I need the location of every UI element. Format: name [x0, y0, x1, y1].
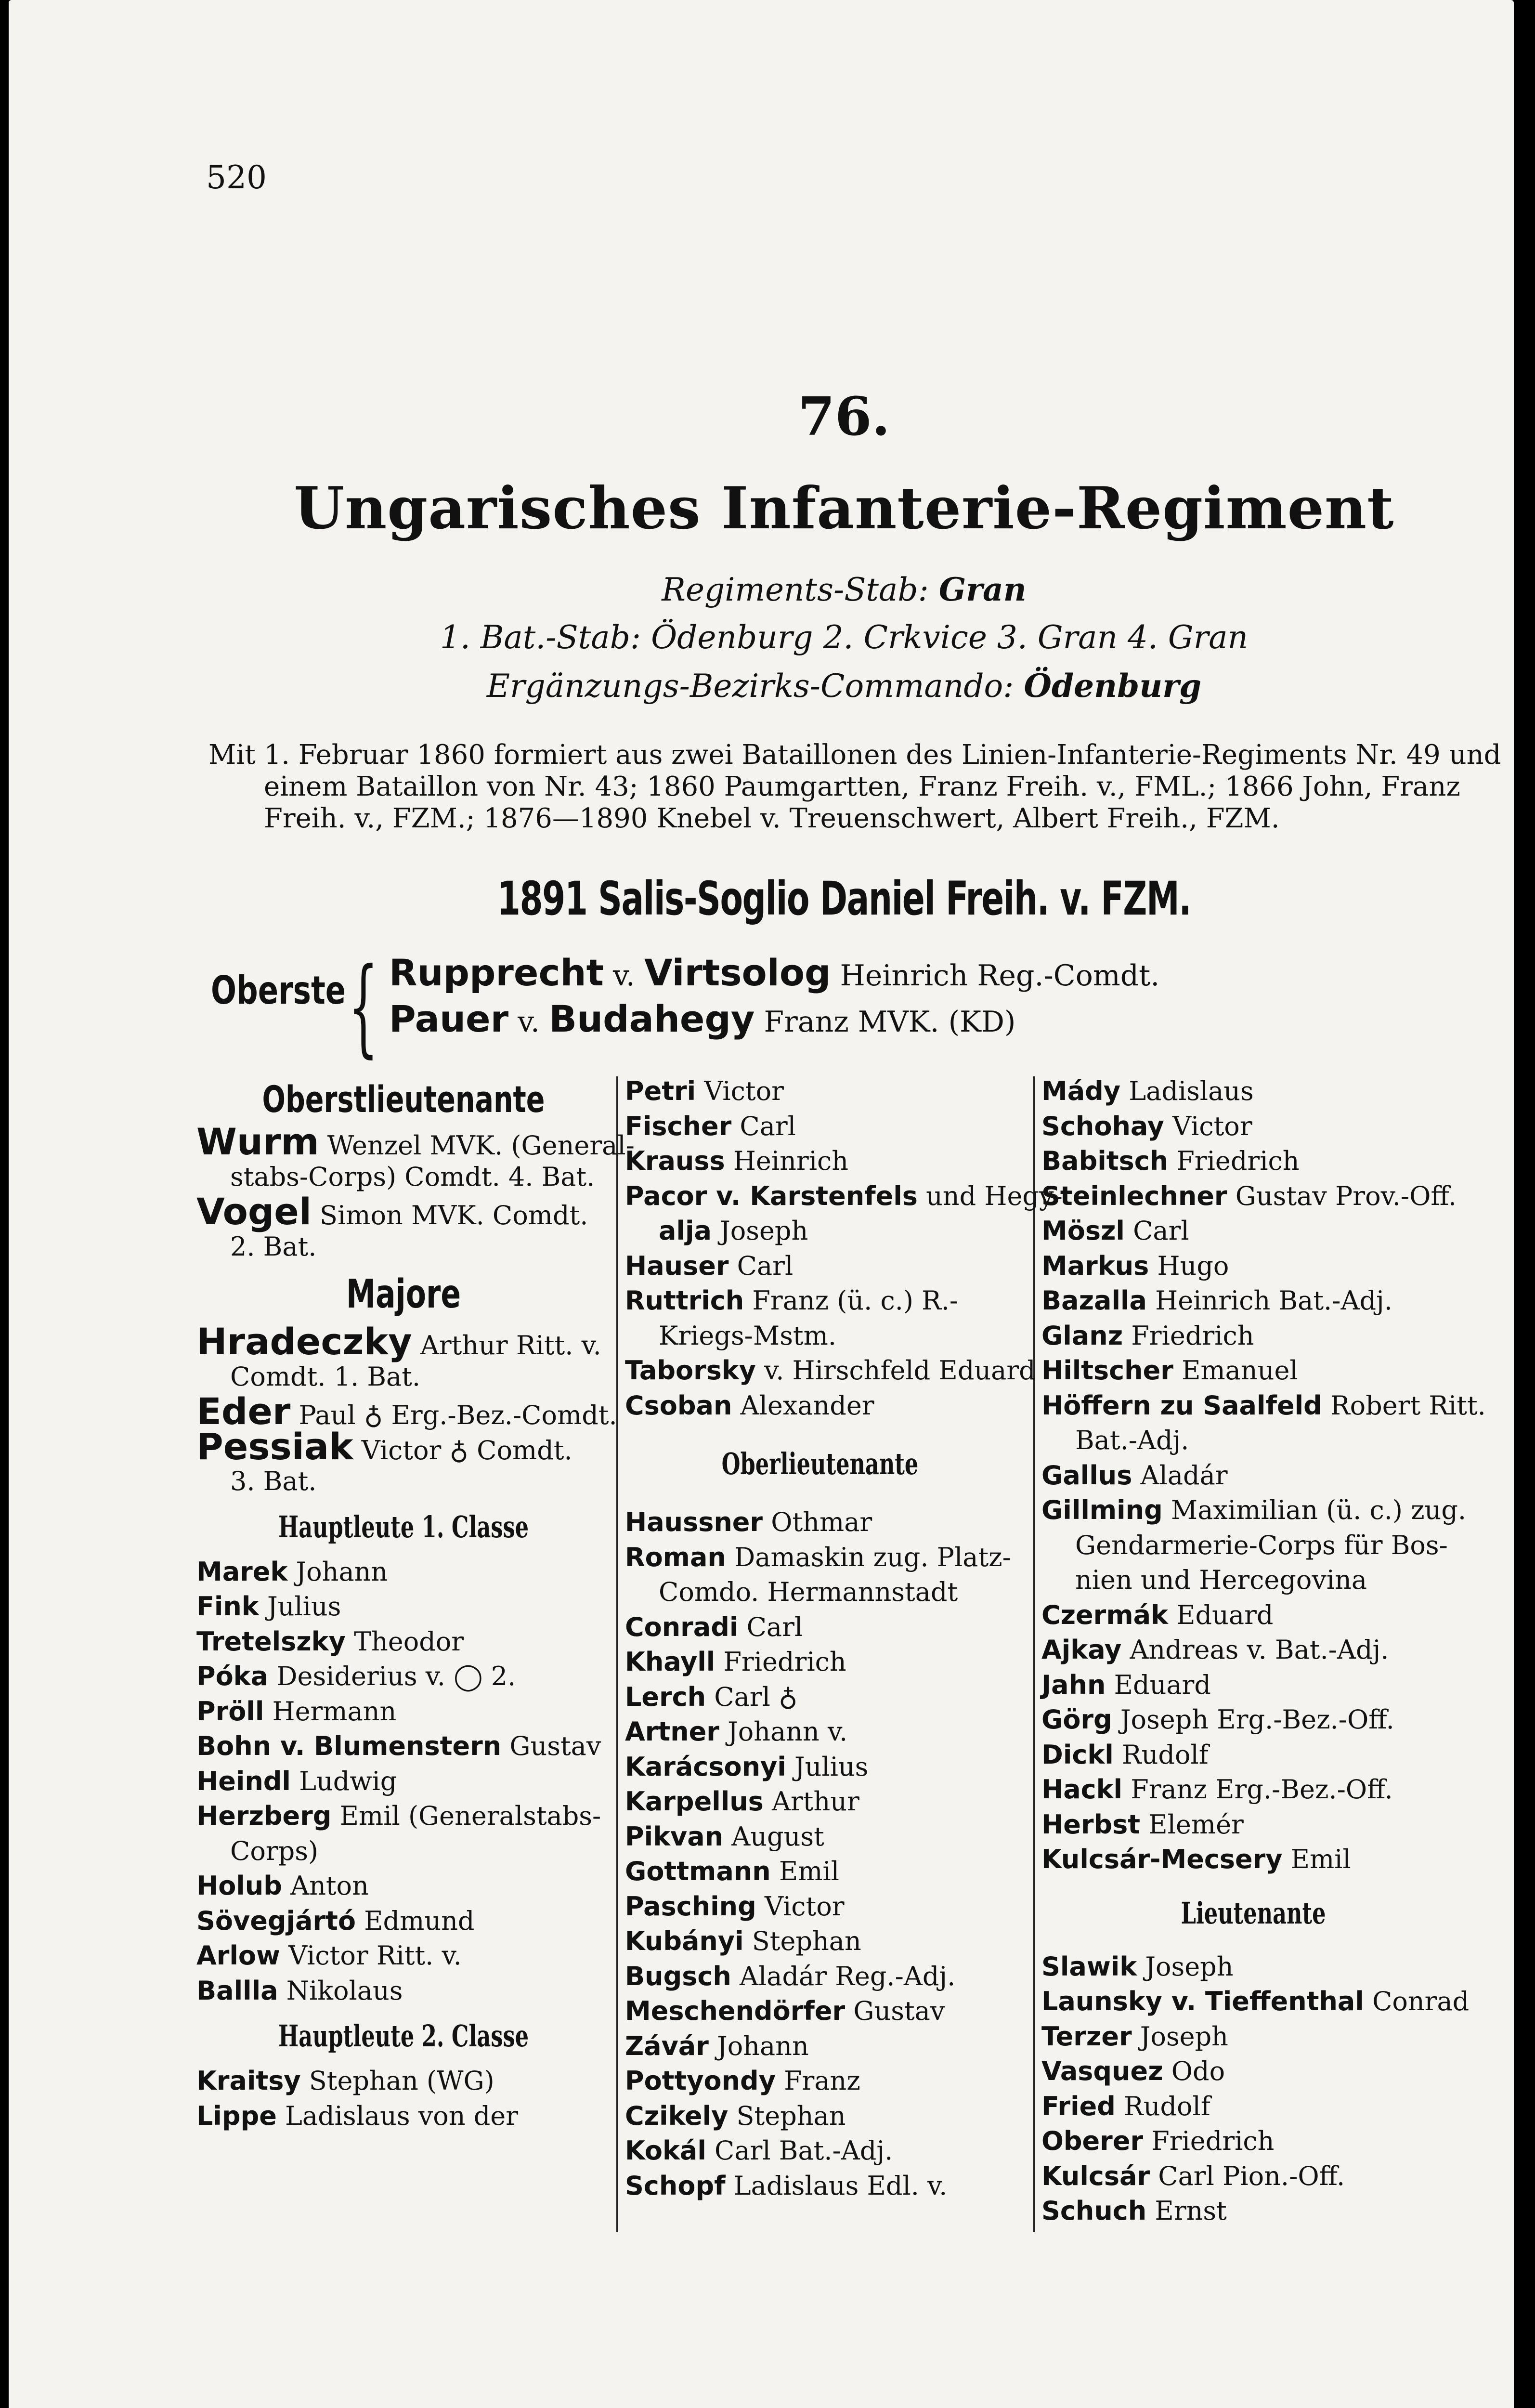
list-entry	[625, 1353, 1036, 1388]
officer-surname: Meschendörfer	[625, 1996, 846, 2026]
officer-details: Carl	[1133, 1216, 1189, 1246]
officer-surname: Czikely	[625, 2100, 728, 2131]
officer-surname: Möszl	[1041, 1216, 1125, 1246]
officer-details: Ludwig	[299, 1766, 397, 1796]
officer-surname: Haussner	[625, 1507, 763, 1537]
list-entry	[196, 1425, 611, 1468]
brace-mark: {	[348, 945, 378, 1068]
officer-details: Arthur	[771, 1786, 859, 1817]
officer-surname: Petri	[625, 1076, 696, 1106]
officer-surname: Holub	[196, 1871, 282, 1901]
officer-details: Johann	[296, 1556, 388, 1587]
officer-details: Friedrich	[723, 1647, 846, 1677]
officer-surname: Hauser	[625, 1250, 729, 1281]
list-entry	[1041, 1109, 1465, 1144]
officer-details: Carl Pion.-Off.	[1158, 2160, 1345, 2191]
list-entry	[1041, 1598, 1465, 1633]
list-entry	[1041, 1493, 1465, 1528]
officer-surname: Ajkay	[1041, 1635, 1122, 1665]
officer-details: Conrad	[1372, 1986, 1470, 2016]
officer-details: Bat.-Adj.	[1075, 1425, 1189, 1455]
officer-details: Heinrich Bat.-Adj.	[1155, 1285, 1392, 1316]
officer-details: Emil	[1290, 1844, 1351, 1874]
officer-surname: Gottmann	[625, 1856, 771, 1886]
officer-details: Eduard	[1176, 1599, 1274, 1630]
rank-heading: Lieutenante	[1181, 1895, 1326, 1931]
list-entry	[196, 1589, 611, 1624]
list-entry	[196, 1974, 611, 2009]
officer-details: Franz Erg.-Bez.-Off.	[1131, 1774, 1393, 1805]
list-entry	[625, 1388, 1015, 1424]
officer-surname: Höffern zu Saalfeld	[1041, 1390, 1322, 1421]
officer-surname: Kraitsy	[196, 2066, 301, 2096]
officer-surname: Pessiak	[196, 1425, 353, 1468]
battalion-staff-line: 1. Bat.-Stab: Ödenburg 2. Crkvice 3. Gran 4. Gran	[440, 619, 1249, 656]
list-entry	[625, 1179, 1063, 1214]
officer-surname: alja	[659, 1216, 712, 1246]
officer-surname: Pottyondy	[625, 2066, 776, 2096]
officer-surname: Kulcsár	[1041, 2160, 1150, 2191]
officer-details: Friedrich	[1131, 1320, 1254, 1351]
list-entry	[1041, 1144, 1465, 1179]
officer-details: Eduard	[1114, 1669, 1211, 1700]
officer-surname: Ballla	[196, 1975, 278, 2006]
officer-details: 3. Bat.	[230, 1466, 317, 1496]
officer-surname: Khayll	[625, 1647, 715, 1677]
list-entry	[1041, 1528, 1465, 1563]
rank-heading: Hauptleute 1. Classe	[278, 1509, 529, 1544]
list-entry	[1041, 2194, 1465, 2229]
rank-heading: Hauptleute 2. Classe	[278, 2018, 529, 2054]
officer-details: Joseph	[1140, 2021, 1228, 2052]
history-line: Mit 1. Februar 1860 formiert aus zwei Bataillonen des Linien-Infanterie-Regiments Nr. 49 und	[208, 739, 1501, 771]
column-right	[1041, 1074, 1486, 2229]
officer-details: Hermann	[272, 1696, 397, 1727]
officer-details: Stephan	[752, 1926, 861, 1956]
officer-details: Ladislaus	[1129, 1076, 1254, 1106]
regiment-owner: 1891 Salis-Soglio Daniel Freih. v. FZM.	[497, 872, 1191, 926]
list-entry	[196, 1360, 611, 1395]
officer-surname: Vasquez	[1041, 2056, 1163, 2086]
list-entry	[625, 1074, 1015, 1109]
officer-surname: Heindl	[196, 1766, 291, 1796]
list-entry	[625, 2099, 1015, 2134]
list-entry	[196, 1799, 611, 1834]
officer-surname: Karácsonyi	[625, 1751, 786, 1782]
officer-details: Julius	[794, 1751, 869, 1782]
officer-details: stabs-Corps) Comdt. 4. Bat.	[230, 1161, 595, 1192]
officer-details: Corps)	[230, 1835, 318, 1866]
list-entry	[1041, 1633, 1465, 1668]
list-entry	[625, 1889, 1015, 1924]
officer-surname: Kubányi	[625, 1926, 744, 1956]
officer-details: Kriegs-Mstm.	[659, 1320, 836, 1351]
officer-surname: Hackl	[1041, 1774, 1123, 1805]
officer-details: Comdo. Hermannstadt	[659, 1577, 958, 1607]
staff-city: Gran	[938, 571, 1027, 608]
list-entry	[625, 1109, 1015, 1144]
officer-surname: Sövegjártó	[196, 1905, 356, 1936]
column-divider	[1033, 1076, 1035, 2232]
list-entry	[625, 1645, 1015, 1680]
list-entry	[1041, 1214, 1465, 1249]
officer-details: Emil (Generalstabs-	[339, 1801, 601, 1831]
list-entry	[196, 1938, 611, 1974]
regiment-staff-line	[9, 571, 1535, 608]
officer-surname: Pikvan	[625, 1821, 724, 1852]
list-entry	[1041, 1984, 1470, 2019]
officer-surname: Hiltscher	[1041, 1355, 1173, 1386]
officer-details: Gendarmerie-Corps für Bos-	[1075, 1530, 1448, 1560]
officer-details: Maximilian (ü. c.) zug.	[1171, 1495, 1467, 1525]
officer-surname: Bugsch	[625, 1961, 731, 1991]
list-entry	[625, 2133, 1015, 2169]
officer-surname: Taborsky	[625, 1355, 756, 1386]
officer-details: v. Hirschfeld Eduard	[764, 1355, 1036, 1386]
history-paragraph	[208, 739, 1501, 835]
staff-label: Regiments-Stab:	[662, 571, 929, 608]
officer-details: Andreas v. Bat.-Adj.	[1130, 1635, 1389, 1665]
officer-details: Rudolf	[1121, 1739, 1209, 1770]
officer-surname: Launsky v. Tieffenthal	[1041, 1986, 1364, 2016]
list-entry	[625, 1680, 1015, 1715]
column-divider	[616, 1076, 618, 2232]
officer-details: Aladár	[1140, 1460, 1228, 1491]
list-entry	[625, 1854, 1015, 1889]
list-entry	[625, 1994, 1015, 2029]
list-entry	[625, 2029, 1015, 2064]
list-entry	[1041, 1353, 1465, 1388]
officer-surname: Jahn	[1041, 1669, 1106, 1700]
officer-details: August	[731, 1821, 824, 1852]
officer-details: Emanuel	[1182, 1355, 1298, 1386]
officer-details: Anton	[290, 1871, 369, 1901]
officer-details: Arthur Ritt. v.	[420, 1330, 601, 1361]
list-entry	[196, 1624, 611, 1660]
officer-surname: Schohay	[1041, 1111, 1164, 1141]
officer-surname: Póka	[196, 1661, 269, 1691]
officer-details: Ernst	[1155, 2196, 1227, 2226]
list-entry	[1041, 1283, 1465, 1319]
list-entry	[196, 2099, 611, 2134]
officer-surname: Kokál	[625, 2135, 706, 2166]
list-entry	[196, 1320, 611, 1363]
officer-details: Julius	[267, 1591, 341, 1622]
officer-details: Desiderius v. ◯ 2.	[276, 1661, 516, 1691]
list-entry	[625, 1540, 1015, 1575]
officer-surname: Závár	[625, 2030, 709, 2061]
rank-heading: Oberstlieutenante	[262, 1078, 545, 1121]
list-entry	[196, 1390, 617, 1433]
recruiting-district-line	[9, 667, 1535, 705]
officer-surname: Roman	[625, 1542, 726, 1572]
officer-details: Emil	[779, 1856, 839, 1886]
list-entry	[625, 2169, 1015, 2204]
officer-details: Friedrich	[1176, 1146, 1300, 1176]
list-entry	[1041, 2019, 1465, 2055]
officer-surname: Schuch	[1041, 2196, 1147, 2226]
list-entry	[625, 1924, 1015, 1959]
officer-details: Friedrich	[1151, 2126, 1275, 2156]
list-entry	[1041, 1738, 1465, 1773]
officer-surname: Pacor v. Karstenfels	[625, 1180, 918, 1211]
oberste-row: Pauer v. Budahegy Franz MVK. (KD)	[389, 997, 1016, 1040]
officer-details: Damaskin zug. Platz-	[734, 1542, 1011, 1572]
list-entry	[1041, 2124, 1465, 2159]
list-entry	[625, 1283, 1015, 1319]
list-entry	[196, 1160, 611, 1195]
officer-details: Johann v.	[728, 1716, 848, 1747]
list-entry	[625, 1214, 1015, 1249]
list-entry	[1041, 1249, 1465, 1284]
list-entry	[1041, 1702, 1465, 1738]
list-entry	[625, 2064, 1015, 2099]
officer-details: und Hegy-	[926, 1180, 1063, 1211]
officer-details: Aladár Reg.-Adj.	[740, 1961, 956, 1991]
officer-surname: Bohn v. Blumenstern	[196, 1731, 502, 1761]
officer-surname: Mády	[1041, 1076, 1121, 1106]
officer-details: Nikolaus	[286, 1975, 403, 2006]
officer-surname: Markus	[1041, 1250, 1149, 1281]
officer-surname: Fried	[1041, 2091, 1116, 2121]
officer-surname: Wurm	[196, 1120, 319, 1163]
officer-surname: Pröll	[196, 1696, 264, 1727]
officer-surname: Herzberg	[196, 1801, 332, 1831]
officer-surname: Krauss	[625, 1146, 725, 1176]
column-left	[196, 1074, 635, 2133]
history-line: Freih. v., FZM.; 1876—1890 Knebel v. Treuenschwert, Albert Freih., FZM.	[264, 803, 1280, 834]
officer-details: Victor	[704, 1076, 784, 1106]
officer-surname: Kulcsár-Mecsery	[1041, 1844, 1283, 1874]
officer-surname: Fischer	[625, 1111, 732, 1141]
list-entry	[625, 1319, 1015, 1354]
page	[9, 0, 1514, 2408]
officer-details: Joseph	[720, 1216, 808, 1246]
list-entry	[625, 1784, 1015, 1819]
officer-surname: Schopf	[625, 2170, 726, 2201]
officer-details: Carl ♁	[714, 1681, 798, 1712]
oberste-row: Rupprecht v. Virtsolog Heinrich Reg.-Comdt.	[389, 951, 1160, 994]
officer-surname: Slawik	[1041, 1951, 1137, 1982]
officer-details: Johann	[717, 2030, 809, 2061]
officer-details: Stephan	[736, 2100, 846, 2131]
officer-details: Gustav	[853, 1996, 945, 2026]
officer-details: 2. Bat.	[230, 1231, 317, 1262]
officer-surname: Gallus	[1041, 1460, 1132, 1491]
list-entry	[1041, 1074, 1465, 1109]
history-line: einem Bataillon von Nr. 43; 1860 Paumgartten, Franz Freih. v., FML.; 1866 John, Franz	[264, 771, 1460, 802]
officer-details: Othmar	[771, 1507, 872, 1537]
officer-surname: Steinlechner	[1041, 1180, 1227, 1211]
officer-details: Paul ♁ Erg.-Bez.-Comdt.	[299, 1400, 617, 1430]
officer-surname: Vogel	[196, 1190, 312, 1233]
oberste-label: Oberste	[211, 968, 346, 1013]
list-entry	[196, 1869, 611, 1904]
officer-details: Gustav Prov.-Off.	[1235, 1180, 1457, 1211]
list-entry	[625, 1959, 1015, 1994]
officer-details: Victor	[764, 1891, 845, 1922]
officer-details: Simon MVK. Comdt.	[320, 1200, 588, 1230]
officer-surname: Ruttrich	[625, 1285, 744, 1316]
list-entry	[625, 1249, 1015, 1284]
column-middle	[625, 1074, 1063, 2203]
officer-surname: Artner	[625, 1716, 719, 1747]
officer-surname: Glanz	[1041, 1320, 1123, 1351]
officer-surname: Görg	[1041, 1704, 1112, 1735]
list-entry	[1041, 1423, 1465, 1458]
list-entry	[196, 1694, 611, 1729]
list-entry	[196, 1764, 611, 1799]
regiment-title: Ungarisches Infanterie-Regiment	[294, 474, 1394, 542]
officer-surname: Karpellus	[625, 1786, 764, 1817]
officer-details: Hugo	[1157, 1250, 1229, 1281]
officer-details: Comdt. 1. Bat.	[230, 1361, 421, 1392]
officer-details: Edmund	[364, 1905, 475, 1936]
officer-details: Ladislaus Edl. v.	[733, 2170, 948, 2201]
list-entry	[1041, 2054, 1465, 2089]
officer-surname: Czermák	[1041, 1599, 1168, 1630]
officer-surname: Eder	[196, 1390, 291, 1433]
officer-surname: Marek	[196, 1556, 288, 1587]
list-entry	[196, 2064, 611, 2099]
officer-details: Victor ♁ Comdt.	[361, 1435, 572, 1466]
rank-heading: Majore	[346, 1271, 461, 1317]
officer-details: Carl	[740, 1111, 796, 1141]
officer-details: Carl Bat.-Adj.	[715, 2135, 893, 2166]
list-entry	[1041, 1458, 1465, 1493]
list-entry	[1041, 1772, 1465, 1807]
officer-details: Victor	[1172, 1111, 1252, 1141]
officer-surname: Babitsch	[1041, 1146, 1169, 1176]
list-entry	[1041, 1842, 1465, 1877]
officer-details: Robert Ritt.	[1330, 1390, 1486, 1421]
officer-details: Heinrich	[733, 1146, 849, 1176]
list-entry	[196, 1555, 611, 1590]
list-entry	[1041, 1319, 1465, 1354]
list-entry	[1041, 1807, 1465, 1843]
officer-surname: Hradeczky	[196, 1320, 412, 1363]
list-entry	[1041, 1950, 1465, 1985]
officer-details: Ladislaus von der	[285, 2100, 519, 2131]
officer-details: Joseph Erg.-Bez.-Off.	[1120, 1704, 1394, 1735]
recruiting-label: Ergänzungs-Bezirks-Commando:	[486, 667, 1014, 705]
officer-surname: Tretelszky	[196, 1626, 346, 1657]
list-entry	[196, 1834, 611, 1869]
officer-surname: Bazalla	[1041, 1285, 1147, 1316]
list-entry	[625, 1610, 1015, 1645]
officer-details: nien und Hercegovina	[1075, 1565, 1367, 1595]
officer-details: Joseph	[1145, 1951, 1234, 1982]
list-entry	[196, 1190, 611, 1233]
list-entry	[1041, 1388, 1486, 1424]
officer-details: Elemér	[1148, 1809, 1244, 1840]
officer-surname: Conradi	[625, 1611, 739, 1642]
officer-details: Gustav	[509, 1731, 601, 1761]
recruiting-city: Ödenburg	[1024, 667, 1202, 705]
officer-details: Carl	[737, 1250, 794, 1281]
officer-surname: Lippe	[196, 2100, 277, 2131]
oberste-list	[389, 951, 1159, 1044]
officer-details: Carl	[746, 1611, 803, 1642]
rank-heading: Oberlieutenante	[721, 1446, 919, 1481]
officer-surname: Lerch	[625, 1681, 706, 1712]
list-entry	[625, 1575, 1015, 1610]
list-entry	[196, 1120, 635, 1163]
officer-surname: Csoban	[625, 1390, 732, 1421]
officer-details: Franz (ü. c.) R.-	[752, 1285, 959, 1316]
officer-surname: Oberer	[1041, 2126, 1144, 2156]
list-entry	[196, 1230, 611, 1265]
officer-surname: Gillming	[1041, 1495, 1163, 1525]
officer-surname: Pasching	[625, 1891, 756, 1922]
page-number: 520	[206, 159, 267, 196]
list-entry	[1041, 1563, 1465, 1598]
officer-details: Theodor	[353, 1626, 464, 1657]
officer-surname: Fink	[196, 1591, 259, 1622]
list-entry	[1041, 2159, 1465, 2194]
officer-details: Stephan (WG)	[309, 2066, 494, 2096]
officer-surname: Arlow	[196, 1940, 280, 1971]
officer-surname: Herbst	[1041, 1809, 1141, 1840]
list-entry	[1041, 2089, 1465, 2124]
list-entry	[625, 1144, 1015, 1179]
officer-surname: Dickl	[1041, 1739, 1114, 1770]
officer-details: Wenzel MVK. (General-	[327, 1130, 635, 1161]
officer-details: Rudolf	[1124, 2091, 1210, 2121]
list-entry	[196, 1904, 611, 1939]
officer-details: Odo	[1171, 2056, 1225, 2086]
list-entry	[625, 1819, 1015, 1855]
regiment-number: 76.	[798, 385, 890, 447]
list-entry	[625, 1750, 1015, 1785]
officer-details: Victor Ritt. v.	[288, 1940, 462, 1971]
list-entry	[625, 1714, 1015, 1750]
list-entry	[196, 1729, 611, 1764]
officer-surname: Terzer	[1041, 2021, 1132, 2052]
list-entry	[625, 1505, 1015, 1540]
officer-details: Franz	[784, 2066, 860, 2096]
list-entry	[1041, 1668, 1465, 1703]
officer-details: Alexander	[740, 1390, 874, 1421]
list-entry	[1041, 1179, 1465, 1214]
list-entry	[196, 1659, 611, 1694]
list-entry	[196, 1464, 611, 1499]
